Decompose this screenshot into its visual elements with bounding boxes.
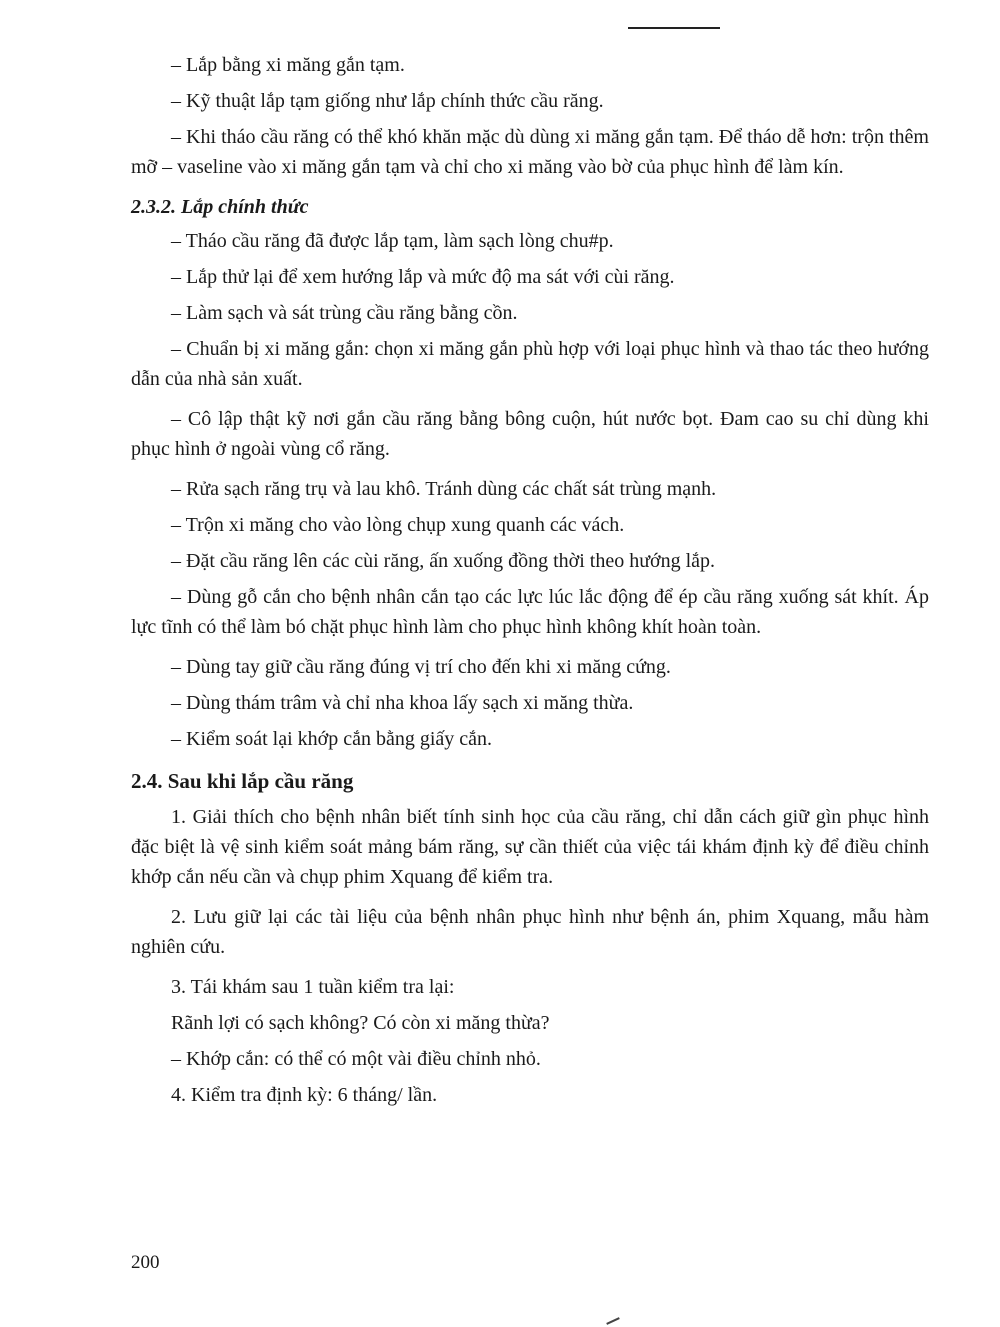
- list-item: – Dùng tay giữ cầu răng đúng vị trí cho đến khi xi măng cứng.: [171, 656, 671, 678]
- paragraph: – Khi tháo cầu răng có thể khó khăn mặc dù dùng xi măng gắn tạm. Để tháo dễ hơn: trộn thêm mỡ – vaseline vào xi măng gắn tạm và chỉ cho xi măng vào bờ của phục hình để làm kín.: [131, 126, 929, 178]
- list-item: – Chuẩn bị xi măng gắn: chọn xi măng gắn phù hợp với loại phục hình và thao tác theo hướng dẫn của nhà sản xuất.: [131, 338, 929, 390]
- section-heading-2-4: 2.4. Sau khi lắp cầu răng: [131, 769, 354, 793]
- list-item: Rãnh lợi có sạch không? Có còn xi măng thừa?: [171, 1012, 550, 1034]
- list-item: – Đặt cầu răng lên các cùi răng, ấn xuống đồng thời theo hướng lắp.: [171, 550, 716, 572]
- numbered-item: 1. Giải thích cho bệnh nhân biết tính sinh học của cầu răng, chỉ dẫn cách giữ gìn phục hình đặc biệt là vệ sinh kiểm soát mảng bám răng, sự cần thiết của việc tái khám định kỳ để điều chỉnh khớp cắn nếu cần và chụp phim Xquang để kiểm tra.: [131, 806, 929, 888]
- list-item: – Tháo cầu răng đã được lắp tạm, làm sạch lòng chu#p.: [171, 230, 614, 252]
- paragraph: – Lắp bằng xi măng gắn tạm.: [171, 54, 405, 76]
- list-item: – Khớp cắn: có thể có một vài điều chỉnh nhỏ.: [171, 1048, 541, 1070]
- list-item: – Làm sạch và sát trùng cầu răng bằng cồn.: [171, 302, 518, 324]
- page-number: 200: [131, 1252, 160, 1273]
- page-body: [131, 50, 929, 1116]
- numbered-item: 2. Lưu giữ lại các tài liệu của bệnh nhân phục hình như bệnh án, phim Xquang, mẫu hàm nghiên cứu.: [131, 906, 929, 958]
- list-item: – Rửa sạch răng trụ và lau khô. Tránh dùng các chất sát trùng mạnh.: [171, 478, 717, 500]
- list-item: – Lắp thử lại để xem hướng lắp và mức độ ma sát với cùi răng.: [171, 266, 675, 288]
- header-rule: [628, 27, 720, 29]
- list-item: – Dùng gỗ cắn cho bệnh nhân cắn tạo các lực lúc lắc động để ép cầu răng xuống sát khít. Áp lực tĩnh có thể làm bó chặt phục hình làm cho phục hình không khít hoàn toàn.: [131, 586, 929, 638]
- list-item: – Trộn xi măng cho vào lòng chụp xung quanh các vách.: [171, 514, 625, 536]
- numbered-item: 3. Tái khám sau 1 tuần kiểm tra lại:: [171, 976, 455, 998]
- list-item: – Kiểm soát lại khớp cắn bằng giấy cắn.: [171, 728, 493, 750]
- scan-mark: [606, 1317, 620, 1325]
- section-heading-2-3-2: 2.3.2. Lắp chính thức: [131, 196, 309, 218]
- list-item: – Dùng thám trâm và chỉ nha khoa lấy sạch xi măng thừa.: [171, 692, 634, 714]
- paragraph: – Kỹ thuật lắp tạm giống như lắp chính thức cầu răng.: [171, 90, 604, 112]
- numbered-item: 4. Kiểm tra định kỳ: 6 tháng/ lần.: [171, 1084, 438, 1106]
- list-item: – Cô lập thật kỹ nơi gắn cầu răng bằng bông cuộn, hút nước bọt. Đam cao su chỉ dùng khi phục hình ở ngoài vùng cổ răng.: [131, 408, 929, 460]
